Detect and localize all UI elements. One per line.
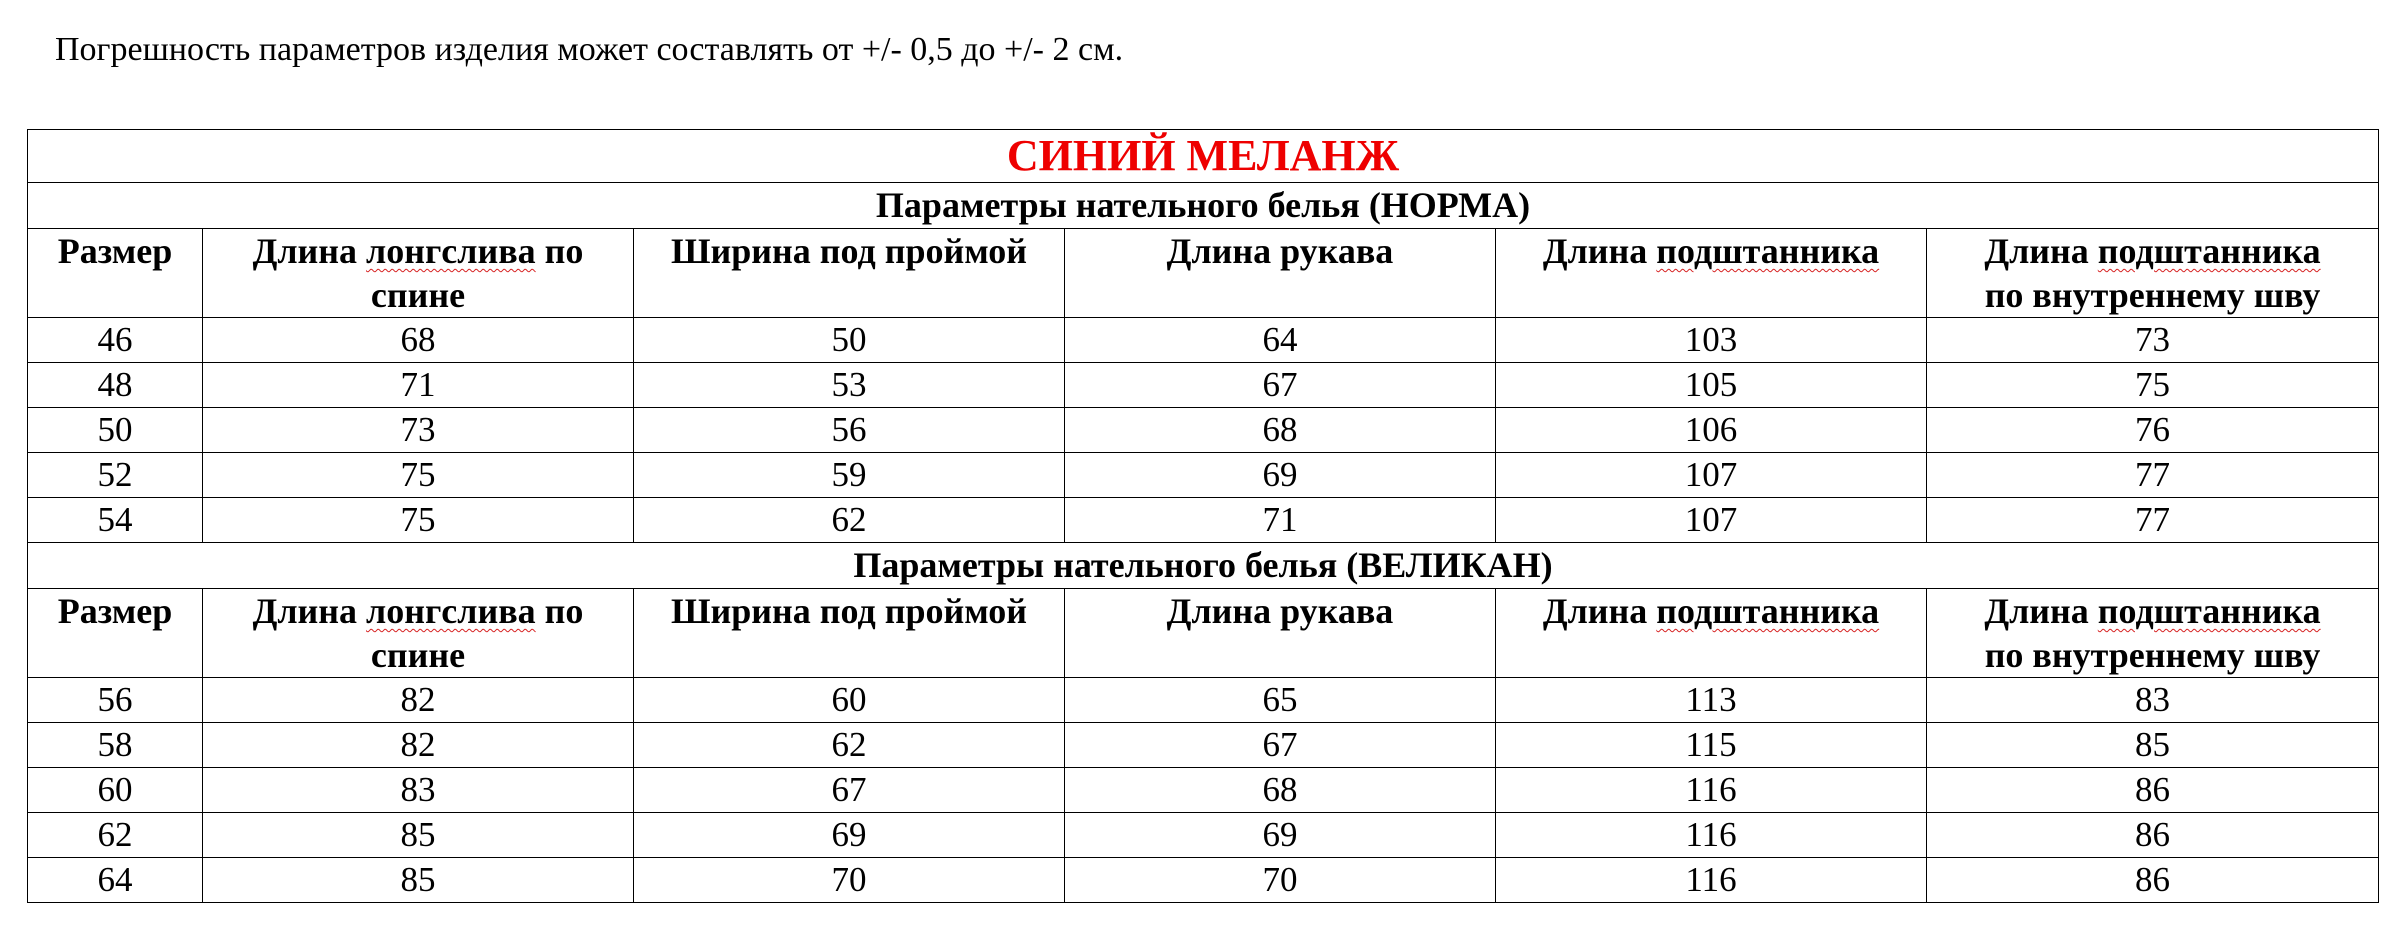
table-cell: 73	[203, 408, 634, 453]
table-cell: 54	[28, 498, 203, 543]
table-cell: 116	[1496, 768, 1927, 813]
table-cell: 70	[1065, 858, 1496, 903]
header-part: подштанника	[2097, 591, 2321, 631]
table-cell: 82	[203, 723, 634, 768]
header-armhole-width: Ширина под проймой	[634, 229, 1065, 318]
section-title-row	[28, 543, 2379, 589]
table-cell: 60	[28, 768, 203, 813]
header-size: Размер	[28, 589, 203, 678]
table-cell: 105	[1496, 363, 1927, 408]
table-cell: 85	[1927, 723, 2379, 768]
table-cell: 73	[1927, 318, 2379, 363]
table-row	[28, 453, 2379, 498]
table-cell: 56	[28, 678, 203, 723]
table-row	[28, 678, 2379, 723]
header-sleeve-length: Длина рукава	[1065, 229, 1496, 318]
table-cell: 52	[28, 453, 203, 498]
table-cell: 116	[1496, 813, 1927, 858]
header-part: подштанника	[1656, 591, 1880, 631]
header-part: подштанника	[1656, 231, 1880, 271]
table-cell: 107	[1496, 453, 1927, 498]
header-part: лонгслива	[366, 231, 536, 271]
table-cell: 62	[634, 723, 1065, 768]
header-part: Длина	[1984, 591, 2089, 631]
header-longjohns-length	[1496, 589, 1927, 678]
table-cell: 82	[203, 678, 634, 723]
table-cell: 83	[203, 768, 634, 813]
table-cell: 86	[1927, 858, 2379, 903]
table-cell: 86	[1927, 813, 2379, 858]
table-cell: 46	[28, 318, 203, 363]
section-title: Параметры нательного белья (НОРМА)	[28, 183, 2379, 229]
table-cell: 68	[203, 318, 634, 363]
table-row	[28, 408, 2379, 453]
table-cell: 75	[203, 498, 634, 543]
header-part: по внутреннему шву	[1984, 275, 2321, 315]
table-cell: 67	[1065, 723, 1496, 768]
header-sleeve-length: Длина рукава	[1065, 589, 1496, 678]
header-inseam-length	[1927, 229, 2379, 318]
table-row	[28, 858, 2379, 903]
table-cell: 77	[1927, 453, 2379, 498]
table-cell: 115	[1496, 723, 1927, 768]
table-cell: 77	[1927, 498, 2379, 543]
table-cell: 75	[1927, 363, 2379, 408]
table-row	[28, 768, 2379, 813]
table-cell: 107	[1496, 498, 1927, 543]
header-longsleeve-length	[203, 229, 634, 318]
header-part: по внутреннему шву	[1984, 635, 2321, 675]
header-size: Размер	[28, 229, 203, 318]
table-cell: 60	[634, 678, 1065, 723]
table-row	[28, 498, 2379, 543]
header-part: лонгслива	[366, 591, 536, 631]
table-cell: 113	[1496, 678, 1927, 723]
header-part: Длина	[1542, 591, 1648, 631]
header-part: Длина	[252, 591, 358, 631]
table-cell: 106	[1496, 408, 1927, 453]
table-cell: 85	[203, 813, 634, 858]
header-part: подштанника	[2097, 231, 2321, 271]
table-cell: 103	[1496, 318, 1927, 363]
table-cell: 75	[203, 453, 634, 498]
header-inseam-length	[1927, 589, 2379, 678]
table-cell: 69	[1065, 453, 1496, 498]
table-row	[28, 318, 2379, 363]
table-cell: 68	[1065, 768, 1496, 813]
header-part: по спине	[370, 231, 584, 315]
table-cell: 69	[1065, 813, 1496, 858]
table-cell: 68	[1065, 408, 1496, 453]
table-cell: 58	[28, 723, 203, 768]
table-cell: 85	[203, 858, 634, 903]
table-cell: 50	[634, 318, 1065, 363]
table-title: СИНИЙ МЕЛАНЖ	[28, 130, 2379, 183]
table-cell: 70	[634, 858, 1065, 903]
table-cell: 67	[634, 768, 1065, 813]
table-cell: 65	[1065, 678, 1496, 723]
table-cell: 59	[634, 453, 1065, 498]
header-part: по спине	[370, 591, 584, 675]
table-cell: 83	[1927, 678, 2379, 723]
table-cell: 116	[1496, 858, 1927, 903]
section-title-row	[28, 183, 2379, 229]
header-longjohns-length	[1496, 229, 1927, 318]
header-part: Длина	[252, 231, 358, 271]
table-cell: 86	[1927, 768, 2379, 813]
table-cell: 69	[634, 813, 1065, 858]
table-row	[28, 723, 2379, 768]
header-longsleeve-length	[203, 589, 634, 678]
header-armhole-width: Ширина под проймой	[634, 589, 1065, 678]
header-part: Длина	[1542, 231, 1648, 271]
table-cell: 53	[634, 363, 1065, 408]
table-cell: 64	[28, 858, 203, 903]
tolerance-note: Погрешность параметров изделия может составлять от +/- 0,5 до +/- 2 см.	[55, 31, 1124, 68]
size-chart-table	[27, 129, 2379, 903]
table-cell: 76	[1927, 408, 2379, 453]
table-cell: 50	[28, 408, 203, 453]
table-cell: 64	[1065, 318, 1496, 363]
header-part: Длина	[1984, 231, 2089, 271]
table-cell: 48	[28, 363, 203, 408]
table-cell: 71	[203, 363, 634, 408]
table-row	[28, 363, 2379, 408]
section-title: Параметры нательного белья (ВЕЛИКАН)	[28, 543, 2379, 589]
table-cell: 62	[634, 498, 1065, 543]
column-header-row	[28, 589, 2379, 678]
table-row	[28, 813, 2379, 858]
table-cell: 67	[1065, 363, 1496, 408]
column-header-row	[28, 229, 2379, 318]
table-cell: 62	[28, 813, 203, 858]
table-cell: 71	[1065, 498, 1496, 543]
table-cell: 56	[634, 408, 1065, 453]
